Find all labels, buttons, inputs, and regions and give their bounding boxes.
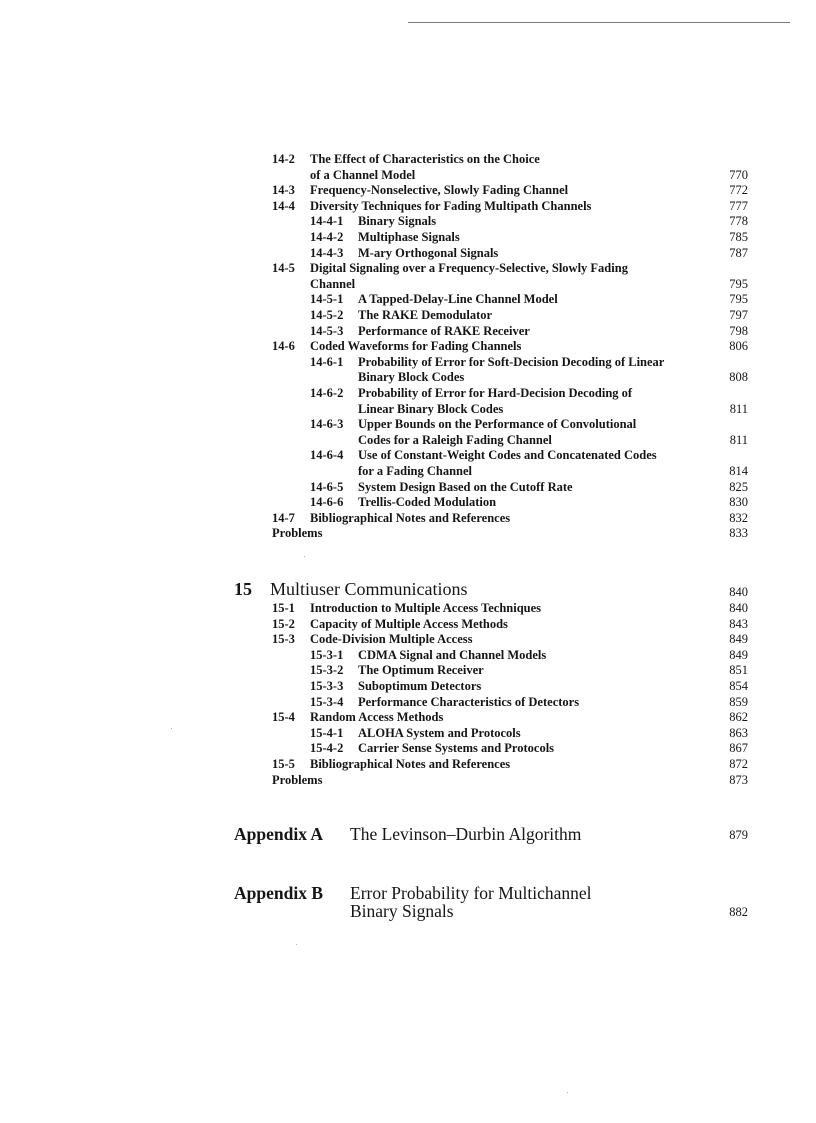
appendix-label: Appendix B — [234, 883, 323, 903]
toc-entry-line — [0, 662, 816, 678]
entry-page-number: 795 — [729, 292, 748, 307]
toc-entry-line — [0, 631, 816, 647]
entry-title: A Tapped-Delay-Line Channel Model — [358, 292, 558, 307]
appendix-title: The Levinson–Durbin Algorithm — [350, 824, 582, 844]
entry-page-number: 873 — [729, 772, 748, 787]
entry-number: 14-2 — [272, 152, 295, 166]
entry-title: Suboptimum Detectors — [358, 679, 482, 693]
entry-page-number: 811 — [729, 401, 748, 416]
entry-number: 14-6 — [272, 339, 295, 354]
entry-page-number: 849 — [729, 632, 748, 647]
toc-entry-line — [0, 385, 816, 401]
toc-entry-line — [0, 709, 816, 725]
appendix-title: Error Probability for Multichannel — [350, 883, 592, 903]
entry-title: Use of Constant-Weight Codes and Concatenated Codes — [358, 448, 657, 463]
entry-page-number: 825 — [729, 479, 748, 494]
entry-title: System Design Based on the Cutoff Rate — [358, 479, 573, 494]
entry-page-number: 777 — [729, 198, 748, 213]
entry-title: Binary Signals — [358, 214, 437, 229]
entry-page-number: 840 — [729, 601, 748, 615]
entry-page-number: 832 — [729, 510, 748, 525]
entry-number: 15-3 — [272, 632, 295, 647]
entry-number: 15-2 — [272, 616, 295, 631]
entry-title: Codes for a Raleigh Fading Channel — [358, 432, 552, 447]
entry-number: 14-4 — [272, 198, 295, 213]
toc-entry-line — [0, 151, 816, 167]
entry-number: 14-6-6 — [310, 495, 344, 510]
entry-number: 14-6-1 — [310, 354, 344, 369]
appendix-label: Appendix A — [234, 824, 323, 844]
entry-number: 14-5-1 — [310, 292, 344, 307]
entry-number: 14-3 — [272, 183, 295, 198]
entry-title: Upper Bounds on the Performance of Convolutional — [358, 417, 637, 432]
chapter-number: 15 — [234, 579, 252, 599]
toc-entry-line — [0, 725, 816, 741]
entry-page-number: 851 — [729, 663, 748, 678]
entry-title: Probability of Error for Hard-Decision Decoding of — [358, 386, 633, 400]
toc-entry-line — [0, 167, 816, 183]
scan-speck — [171, 728, 172, 729]
entry-page-number: 833 — [729, 526, 748, 541]
entry-title: Coded Waveforms for Fading Channels — [310, 339, 522, 354]
chapter-title: Multiuser Communications — [270, 579, 468, 599]
toc-entry-line — [0, 307, 816, 323]
toc-entry-line — [0, 245, 816, 261]
entry-title: Digital Signaling over a Frequency-Selective, Slowly Fading — [310, 261, 628, 276]
entry-title: Channel — [310, 276, 356, 291]
entry-title: Diversity Techniques for Fading Multipath Channels — [310, 198, 592, 213]
entry-page-number: 867 — [729, 741, 748, 756]
toc-entry-line — [0, 213, 816, 229]
entry-title: Probability of Error for Soft-Decision Decoding of Linear — [358, 354, 665, 369]
chapter-15-heading — [0, 579, 816, 599]
entry-number: 14-6-2 — [310, 386, 344, 400]
entry-title: Bibliographical Notes and References — [310, 757, 511, 771]
entry-title: Linear Binary Block Codes — [358, 401, 504, 416]
toc-entry-line — [0, 525, 816, 541]
entry-page-number: 806 — [729, 339, 748, 354]
entry-title: of a Channel Model — [310, 167, 416, 182]
toc-entry-line — [0, 600, 816, 616]
toc-entry-line — [0, 198, 816, 214]
toc-entry-line — [0, 494, 816, 510]
toc-entry-line — [0, 772, 816, 788]
entry-number: 15-4-2 — [310, 741, 344, 756]
entry-page-number: 778 — [729, 214, 748, 229]
toc-entry-line — [0, 616, 816, 632]
chapter-page-number: 840 — [729, 585, 748, 599]
entry-page-number: 872 — [729, 757, 748, 771]
toc-entry-line — [0, 338, 816, 354]
entry-number: 14-6-3 — [310, 417, 344, 432]
entry-title: Problems — [272, 772, 323, 787]
toc-entry-line — [0, 401, 816, 417]
entry-page-number: 843 — [729, 616, 748, 631]
entry-number: 14-5 — [272, 261, 295, 276]
appendix-title: Binary Signals — [350, 901, 454, 921]
entry-page-number: 863 — [729, 725, 748, 740]
toc-entry-line — [0, 229, 816, 245]
scan-speck — [296, 944, 297, 945]
entry-number: 15-4-1 — [310, 725, 344, 740]
toc-entry-line — [0, 369, 816, 385]
toc-entry-line — [0, 510, 816, 526]
appendix-entry — [0, 824, 816, 846]
entry-page-number: 811 — [729, 432, 748, 447]
toc-entry-line — [0, 416, 816, 432]
entry-page-number: 787 — [729, 245, 748, 260]
toc-entry-line — [0, 694, 816, 710]
entry-page-number: 770 — [729, 167, 748, 182]
entry-number: 14-4-2 — [310, 230, 344, 244]
entry-number: 14-5-2 — [310, 308, 344, 322]
entry-page-number: 854 — [729, 679, 748, 693]
toc-entry-line — [0, 740, 816, 756]
toc-entry-line — [0, 276, 816, 292]
entry-number: 14-6-5 — [310, 479, 344, 494]
header-rule — [408, 22, 790, 23]
entry-page-number: 798 — [729, 323, 748, 338]
entry-title: Capacity of Multiple Access Methods — [310, 616, 508, 631]
entry-number: 14-7 — [272, 510, 295, 525]
appendix-entry — [0, 883, 816, 923]
entry-title: CDMA Signal and Channel Models — [358, 647, 547, 662]
toc-entry-line — [0, 479, 816, 495]
entry-title: The RAKE Demodulator — [358, 308, 493, 322]
entry-number: 14-4-1 — [310, 214, 344, 229]
entry-number: 15-5 — [272, 757, 295, 771]
entry-title: Multiphase Signals — [358, 230, 460, 244]
entry-title: Trellis-Coded Modulation — [358, 495, 497, 510]
entry-page-number: 785 — [729, 230, 748, 244]
entry-title: Performance of RAKE Receiver — [358, 323, 530, 338]
entry-title: Bibliographical Notes and References — [310, 510, 511, 525]
appendix-page-number: 882 — [729, 905, 748, 919]
entry-page-number: 849 — [729, 647, 748, 662]
entry-page-number: 772 — [729, 183, 748, 198]
entry-page-number: 859 — [729, 694, 748, 709]
entry-title: Code-Division Multiple Access — [310, 632, 473, 647]
toc-entry-line — [0, 291, 816, 307]
scan-speck — [304, 556, 305, 557]
toc-entry-line — [0, 678, 816, 694]
entry-number: 14-4-3 — [310, 245, 344, 260]
toc-entry-line — [0, 647, 816, 663]
entry-title: ALOHA System and Protocols — [358, 725, 521, 740]
entry-page-number: 862 — [729, 710, 748, 725]
toc-entry-line — [0, 463, 816, 479]
entry-page-number: 814 — [729, 464, 748, 478]
entry-title: The Optimum Receiver — [358, 663, 484, 678]
entry-title: for a Fading Channel — [358, 464, 473, 478]
toc-entry-line — [0, 182, 816, 198]
entry-title: Random Access Methods — [310, 710, 444, 725]
entry-title: Carrier Sense Systems and Protocols — [358, 741, 555, 756]
appendix-page-number: 879 — [729, 828, 748, 842]
scan-speck — [567, 1092, 568, 1093]
entry-title: The Effect of Characteristics on the Choice — [310, 152, 540, 166]
entry-number: 15-3-2 — [310, 663, 344, 678]
entry-page-number: 830 — [729, 495, 748, 510]
toc-entry-line — [0, 354, 816, 370]
entry-title: M-ary Orthogonal Signals — [358, 245, 499, 260]
entry-number: 15-4 — [272, 710, 295, 725]
entry-number: 15-3-3 — [310, 679, 344, 693]
toc-entry-line — [0, 323, 816, 339]
entry-page-number: 795 — [729, 276, 748, 291]
entry-title: Binary Block Codes — [358, 370, 465, 385]
toc-entry-line — [0, 447, 816, 463]
entry-title: Introduction to Multiple Access Techniques — [310, 601, 542, 615]
entry-title: Problems — [272, 526, 323, 541]
entry-page-number: 808 — [729, 370, 748, 385]
entry-title: Performance Characteristics of Detectors — [358, 694, 580, 709]
toc-entry-line — [0, 432, 816, 448]
entry-number: 15-1 — [272, 601, 295, 615]
entry-number: 15-3-4 — [310, 694, 344, 709]
entry-page-number: 797 — [729, 308, 748, 322]
entry-number: 14-5-3 — [310, 323, 344, 338]
entry-number: 14-6-4 — [310, 448, 344, 463]
entry-title: Frequency-Nonselective, Slowly Fading Channel — [310, 183, 569, 198]
entry-number: 15-3-1 — [310, 647, 344, 662]
toc-entry-line — [0, 260, 816, 276]
toc-entry-line — [0, 756, 816, 772]
